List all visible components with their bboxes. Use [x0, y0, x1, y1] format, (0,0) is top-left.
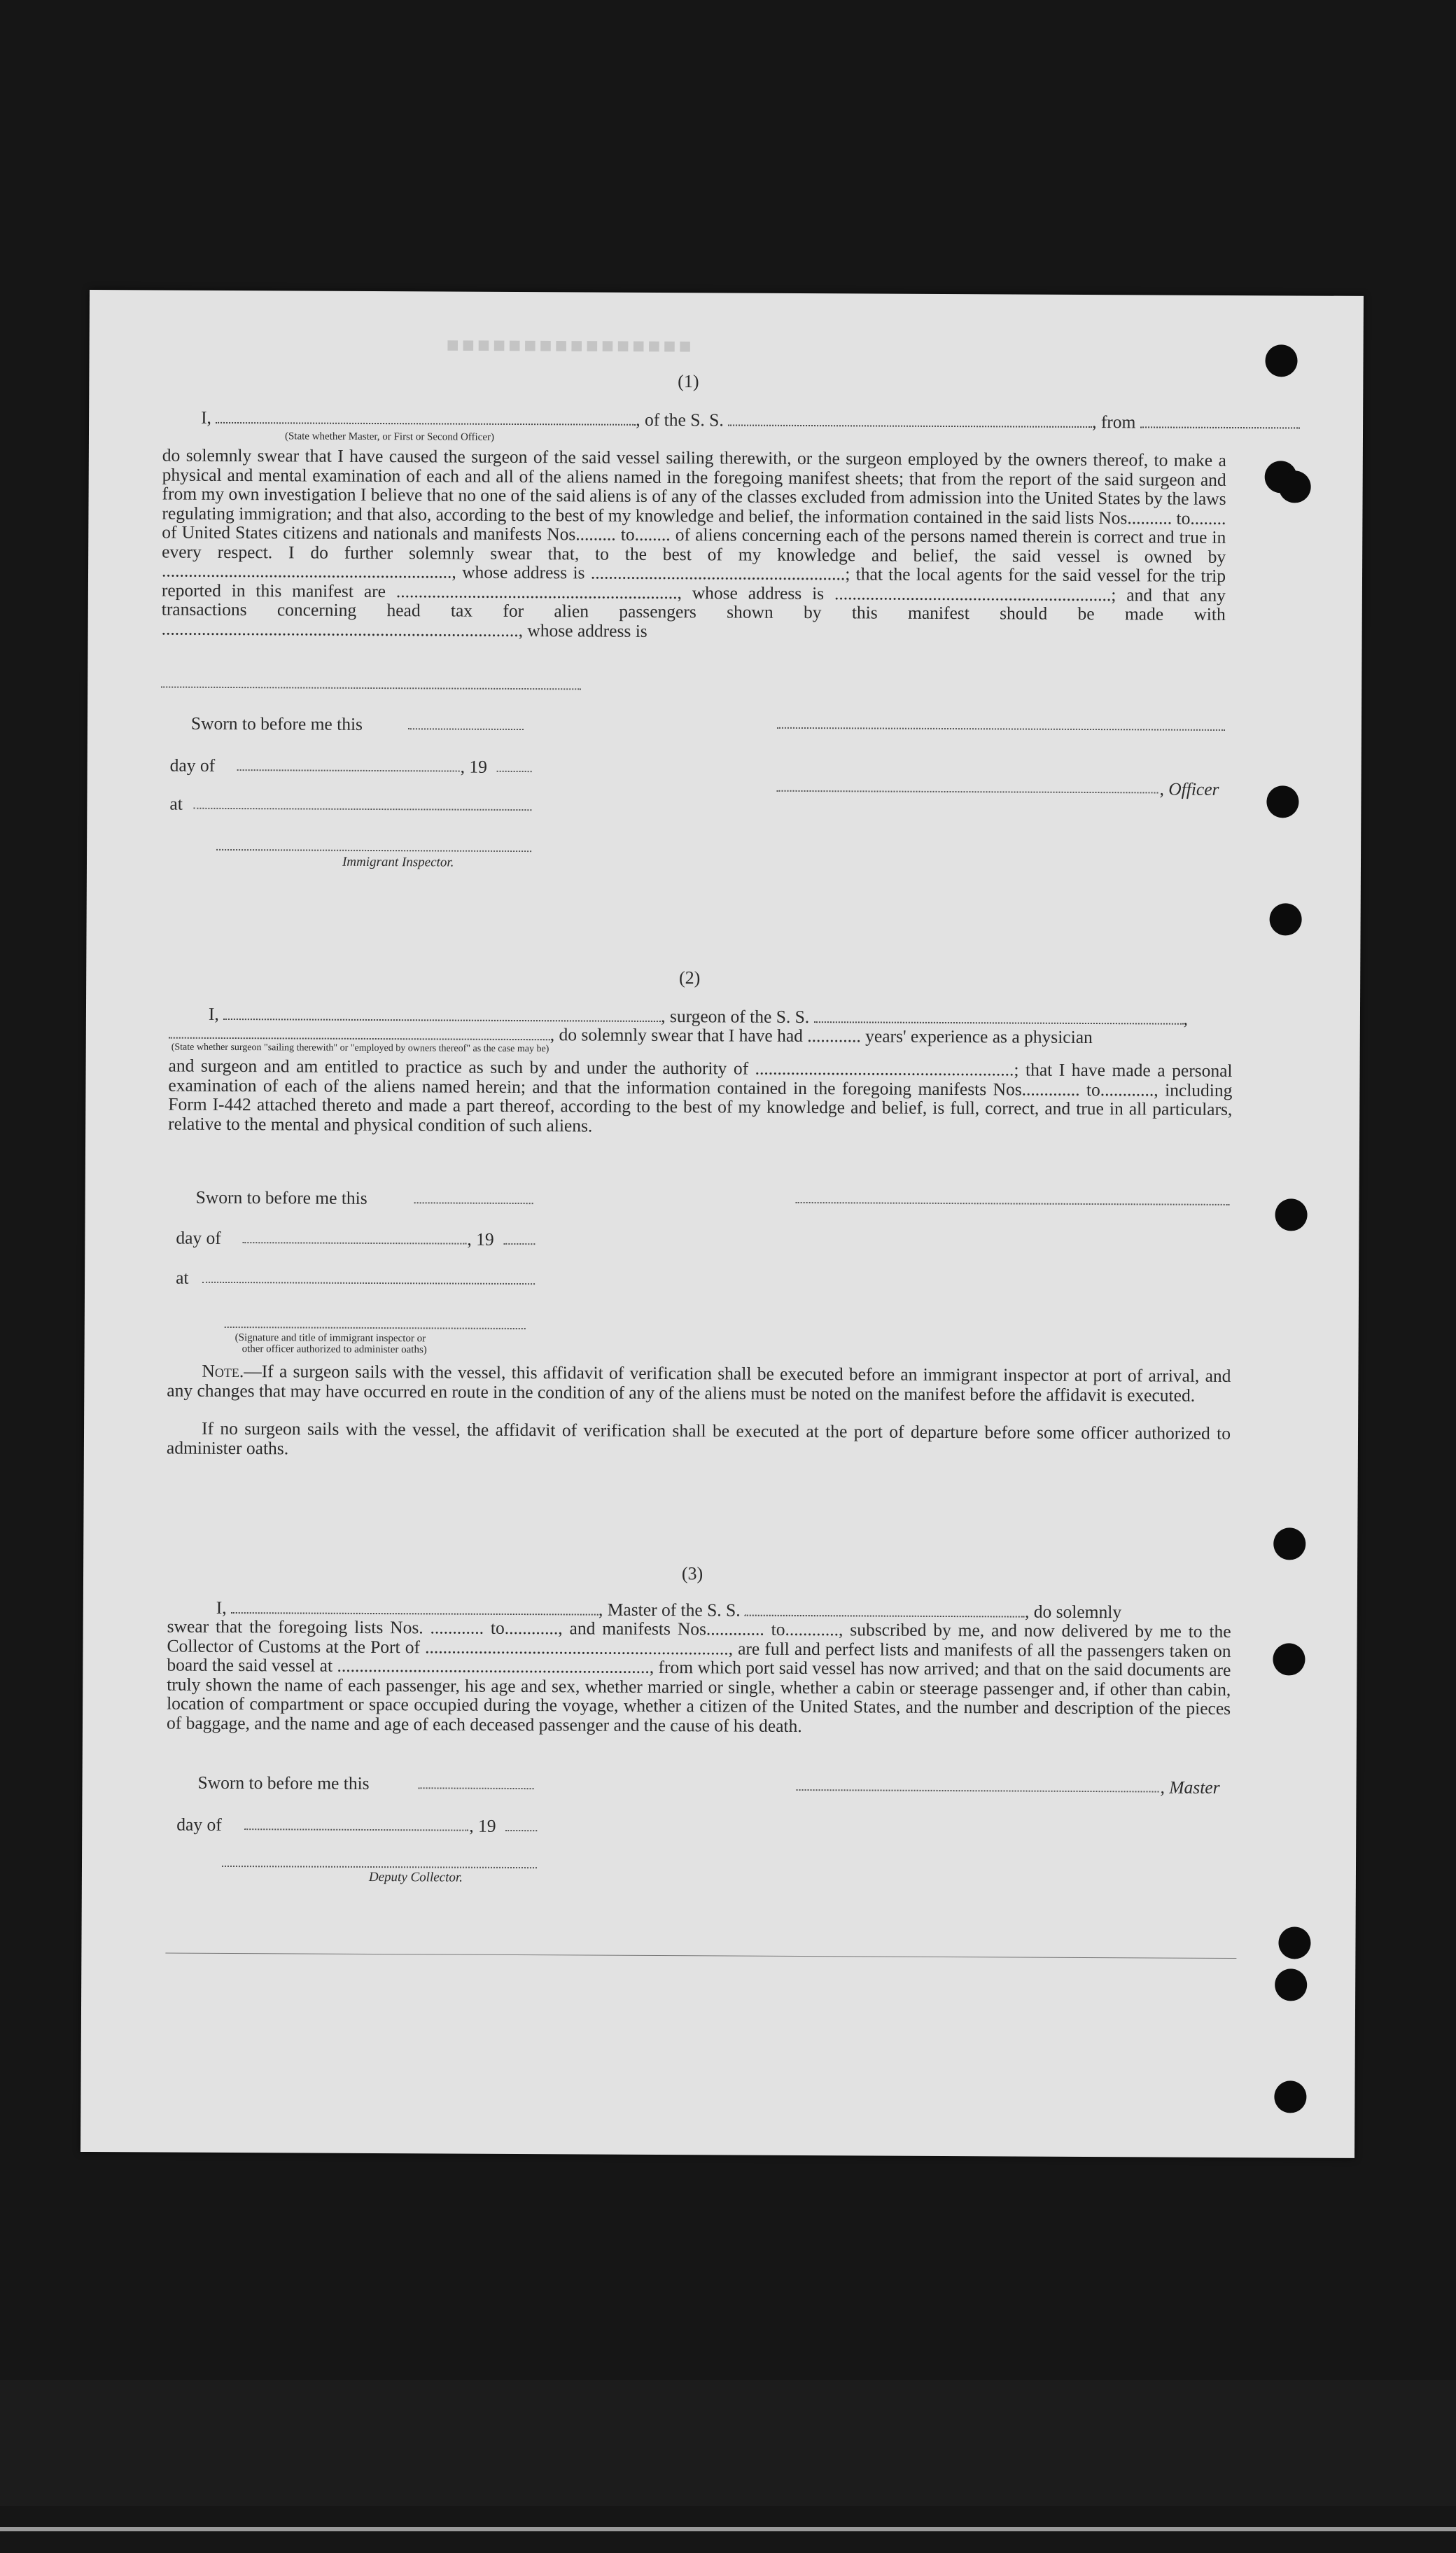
section-3-body: swear that the foregoing lists Nos. ............ to............, and manifests Nos............. to............, subscribed by me, and now delivered by me to the Collector of Customs at the Port of ...................................................................., are full and perfect lists and manifests of all the passengers taken on board the said vessel at ......................................................................, from which port said vessel has now arrived; and that on the said documents are truly shown the name of each passenger, his age and sex, whether married or single, whether a cabin or steerage passenger and, if other than cabin, location of compartment or space occupied during the voyage, whether a citizen of the United States, and the number and description of the pieces of baggage, and the name and age of each deceased passenger and the cause of his death.	[166, 1616, 1231, 1736]
master-label: , Master	[1160, 1777, 1220, 1798]
day-of-label-2: day of	[176, 1227, 221, 1248]
inspector-signature-blank	[216, 849, 531, 852]
i-label-2: I,	[208, 1003, 219, 1024]
signature-note-line-1: (Signature and title of immigrant inspector or	[234, 1332, 426, 1345]
note-text: —If a surgeon sails with the vessel, this affidavit of verification shall be executed before an immigrant inspector at port of arrival, and any changes that may have occurred en route in the condition of any of the aliens must be noted on the manifest before the affidavit is executed.	[167, 1361, 1231, 1406]
at-blank-1	[193, 808, 531, 811]
vessel-blank-2	[814, 1009, 1184, 1025]
day-of-label-1: day of	[169, 755, 216, 776]
day-blank-2	[242, 1242, 466, 1245]
name-blank	[216, 410, 636, 426]
sworn-blank-3	[419, 1787, 534, 1789]
note-label: Note.	[202, 1360, 244, 1382]
punch-hole	[1273, 1527, 1306, 1560]
year-blank-1	[497, 771, 532, 772]
surgeon-label: , surgeon of the S. S.	[661, 1006, 810, 1028]
section-1-line-1	[201, 408, 1300, 433]
section-3-number: (3)	[681, 1563, 704, 1584]
master-of-label: , Master of the S. S.	[598, 1599, 741, 1621]
section-2-body: and surgeon and am entitled to practice as such by and under the authority of ..........................................................; that I have made a personal examination of each of the aliens named herein; and that the information contained in the foregoing manifests Nos............. to............, including Form I-442 attached thereto and made a part thereof, according to the best of my knowledge and belief, is full, correct, and true in all particulars, relative to the mental and physical condition of such aliens.	[168, 1055, 1233, 1136]
sworn-blank-2	[414, 1202, 533, 1204]
section-1-number: (1)	[678, 371, 699, 392]
manifest-page	[80, 290, 1364, 2158]
vessel-blank-3	[745, 1602, 1025, 1618]
inspector-label: Immigrant Inspector.	[342, 854, 454, 870]
note-text-2: If no surgeon sails with the vessel, the affidavit of verification shall be executed at the port of departure before some officer authorized to administer oaths.	[166, 1418, 1231, 1458]
i-label-3: I,	[216, 1597, 227, 1618]
capacity-blank	[169, 1025, 550, 1041]
bottom-rule	[165, 1953, 1236, 1959]
sworn-label-3: Sworn to before me this	[197, 1772, 370, 1793]
year-label-2: , 19	[467, 1229, 494, 1250]
year-blank-2	[503, 1243, 535, 1245]
scanner-bottom-band	[0, 2380, 1456, 2506]
section-2-note	[167, 1362, 1231, 1405]
collector-signature-blank	[222, 1866, 537, 1868]
of-ss-label: , of the S. S.	[636, 409, 724, 431]
section-2-line-1: I, , surgeon of the S. S. ,	[208, 1003, 1189, 1029]
at-blank-2	[202, 1282, 535, 1285]
swear-label-2: , do solemnly swear that I have had ............ years' experience as a physician	[550, 1024, 1093, 1048]
punch-hole	[1275, 1968, 1307, 2001]
year-label-1: , 19	[460, 756, 487, 777]
punch-hole	[1273, 1643, 1305, 1675]
day-blank-1	[237, 769, 460, 772]
year-label-3: , 19	[469, 1815, 496, 1836]
signature-note-line-2: other officer authorized to administer oaths)	[241, 1343, 427, 1356]
sworn-label-2: Sworn to before me this	[195, 1187, 368, 1208]
officer-label: , Officer	[1159, 778, 1219, 799]
officer-signature-blank	[777, 790, 1158, 794]
section-2-number: (2)	[678, 967, 701, 988]
bleed-through-text: ■■■■■■■■■■■■■■■■	[443, 333, 692, 358]
day-blank-3	[244, 1828, 468, 1831]
address-blank	[161, 687, 581, 690]
collector-label: Deputy Collector.	[368, 1869, 463, 1885]
punch-hole	[1274, 2080, 1306, 2113]
name-blank-3	[231, 1600, 598, 1616]
section-1-body: do solemnly swear that I have caused the surgeon of the said vessel sailing therewith, or the surgeon employed by the owners thereof, to make a physical and mental examination of each and all of the aliens named in the foregoing manifest sheets; that from the report of the said surgeon and from my own investigation I believe that no one of the said aliens is of any of the classes excluded from admission into the United States by the laws regulating immigration; and that also, according to the best of my knowledge and belief, the information contained in the said lists Nos.......... to........ of United States citizens and nationals and manifests Nos......... to........ of aliens concerning each of the persons named therein is correct and true in every respect. I do further solemnly swear that, to the best of my knowledge and belief, the said vessel is owned by ................................................................., whose address is .........................................................; that the local agents for the said vessel for the trip reported in this manifest are ..............................................................., whose address is ..............................................................; and that any transactions concerning head tax for alien passengers shown by this manifest should be made with ................................................................................, whose address is	[161, 445, 1226, 641]
signature-blank-1	[777, 727, 1225, 731]
sworn-label-1: Sworn to before me this	[190, 713, 363, 734]
officer-rank-note: (State whether Master, or First or Second Officer)	[284, 431, 495, 443]
punch-hole	[1279, 470, 1311, 503]
punch-hole	[1266, 785, 1298, 818]
punch-hole	[1278, 1926, 1310, 1959]
from-blank	[1140, 414, 1300, 428]
section-2-note-2	[167, 1419, 1231, 1462]
name-blank-2	[223, 1006, 661, 1022]
master-signature-blank	[797, 1789, 1159, 1793]
punch-hole	[1275, 1198, 1307, 1231]
surgeon-capacity-note: (State whether surgeon "sailing therewith" or "employed by owners thereof" as the case may be)	[171, 1042, 550, 1055]
at-label-2: at	[176, 1267, 189, 1288]
scanner-strip	[0, 2527, 1456, 2531]
administrator-signature-blank	[225, 1327, 526, 1329]
vessel-blank	[728, 412, 1092, 428]
i-label: I,	[201, 407, 212, 428]
day-of-label-3: day of	[176, 1814, 222, 1835]
from-label: , from	[1092, 412, 1136, 433]
swear-label-3: , do solemnly	[1024, 1601, 1122, 1623]
punch-hole	[1265, 344, 1297, 377]
signature-blank-2	[796, 1202, 1230, 1205]
at-label-1: at	[169, 793, 183, 814]
sworn-blank-1	[408, 728, 524, 730]
punch-hole	[1270, 903, 1302, 935]
year-blank-3	[505, 1830, 537, 1831]
